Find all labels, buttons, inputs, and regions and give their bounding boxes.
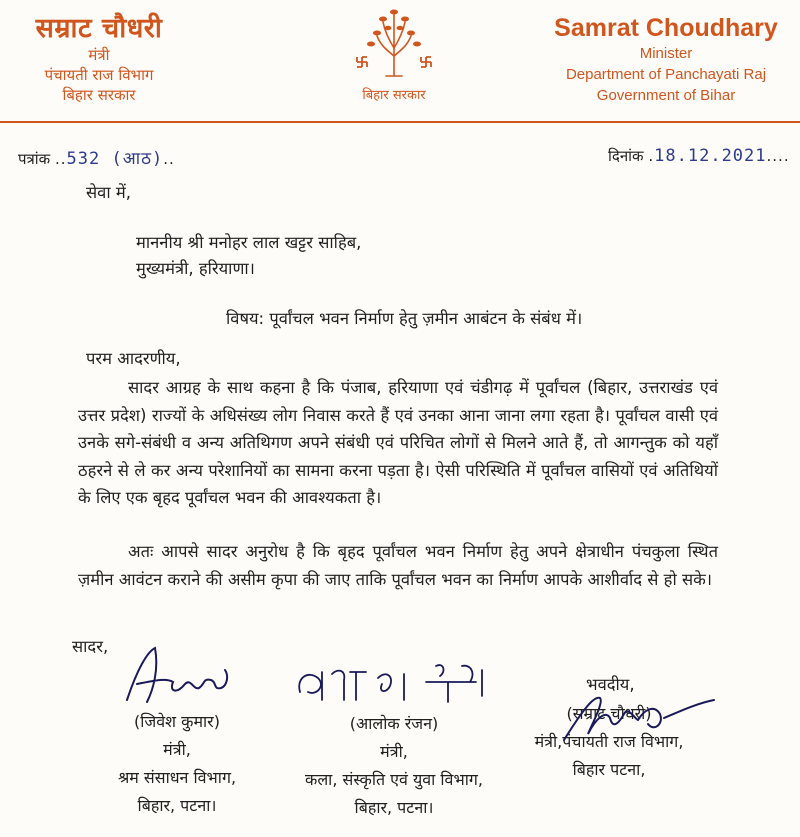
letter-subject: विषय: पूर्वांचल भवन निर्माण हेतु ज़मीन आबंटन के संबंध में। bbox=[226, 309, 583, 328]
signatory-title: मंत्री, bbox=[380, 742, 408, 761]
body-paragraph-1: सादर आग्रह के साथ कहना है कि पंजाब, हरियाणा एवं चंडीगढ़ में पूर्वांचल (बिहार, उत्तराखंड एवं उत्तर प्रदेश) राज्यों के अधिसंख्य लोग निवास करते हैं एवं उनका आना जाना लगा रहता है। पूर्वांचल वासी एवं उनके सगे-संबंधी व अन्य अतिथिगण अपने संबंधी एवं परिचित लोगों से मिलने आते हैं, तो आगन्तुक को यहाँ ठहरने से ले कर अन्य परेशानियों का सामना करना पड़ता है। ऐसी परिस्थिति में पूर्वांचल वासियों एवं अतिथियों के लिए एक बृहद पूर्वांचल भवन की आवश्यकता है। bbox=[78, 378, 718, 507]
date-value: 18.12.2021 bbox=[654, 146, 767, 166]
signatory-jivesh-kumar bbox=[82, 640, 272, 820]
bodhi-tree-emblem-icon bbox=[349, 6, 439, 84]
government-english: Government of Bihar bbox=[596, 87, 736, 104]
department-hindi: पंचायती राज विभाग bbox=[44, 66, 154, 84]
designation-english: Minister bbox=[639, 45, 693, 62]
signatory-alok-ranjan bbox=[286, 652, 502, 822]
body-paragraph-2: अतः आपसे सादर अनुरोध है कि बृहद पूर्वांचल भवन निर्माण हेतु अपने क्षेत्राधीन पंचकुला स्थित ज़मीन आवंटन कराने की असीम कृपा की जाए ताकि पूर्वांचल भवन का निर्माण आपके आशीर्वाद से हो सके। bbox=[78, 542, 718, 589]
signatory-department: श्रम संसाधन विभाग, bbox=[117, 768, 237, 787]
emblem-caption: बिहार सरकार bbox=[362, 88, 426, 103]
signature-mark bbox=[107, 640, 247, 708]
signatory-samrat-choudhary bbox=[504, 700, 714, 784]
reference-value: 532 (आठ) bbox=[66, 149, 164, 169]
signatory-name: (जिवेश कुमार) bbox=[134, 712, 220, 731]
minister-name-english: Samrat Choudhary bbox=[554, 14, 778, 42]
greeting: परम आदरणीय, bbox=[86, 349, 181, 368]
signatory-place: बिहार पटना, bbox=[572, 760, 646, 779]
designation-hindi: मंत्री bbox=[88, 46, 110, 64]
date-label: दिनांक bbox=[608, 147, 644, 165]
signature-mark bbox=[544, 688, 724, 746]
letter-date: दिनांक .18.12.2021.... bbox=[608, 146, 790, 166]
signatory-department: कला, संस्कृति एवं युवा विभाग, bbox=[305, 770, 483, 789]
reference-label: पत्रांक bbox=[18, 150, 51, 168]
recipient-line-2: मुख्यमंत्री, हरियाणा। bbox=[136, 259, 255, 278]
signatory-place: बिहार, पटना। bbox=[354, 798, 434, 817]
signatory-place: बिहार, पटना। bbox=[137, 796, 217, 815]
recipient-line-1: माननीय श्री मनोहर लाल खट्टर साहिब, bbox=[136, 233, 362, 252]
minister-name-hindi: सम्राट चौधरी bbox=[35, 13, 163, 44]
closing-left: सादर, bbox=[72, 637, 109, 656]
letterhead-divider bbox=[0, 121, 800, 123]
department-english: Department of Panchayati Raj bbox=[565, 66, 767, 83]
letterhead-right bbox=[546, 14, 786, 106]
bihar-emblem bbox=[344, 6, 444, 103]
reference-number: पत्रांक ..532 (आठ).. bbox=[18, 149, 175, 169]
signatory-title: मंत्री, bbox=[163, 740, 191, 759]
signatory-name: (सम्राट चौधरी) bbox=[566, 704, 652, 723]
government-hindi: बिहार सरकार bbox=[62, 86, 136, 104]
signatory-name: (आलोक रंजन) bbox=[349, 714, 439, 733]
salutation-top: सेवा में, bbox=[86, 183, 131, 202]
letterhead-left bbox=[14, 8, 184, 105]
closing-right: भवदीय, bbox=[586, 675, 635, 694]
signature-mark bbox=[286, 652, 506, 710]
signatory-title: मंत्री,पंचायती राज विभाग, bbox=[534, 732, 684, 751]
